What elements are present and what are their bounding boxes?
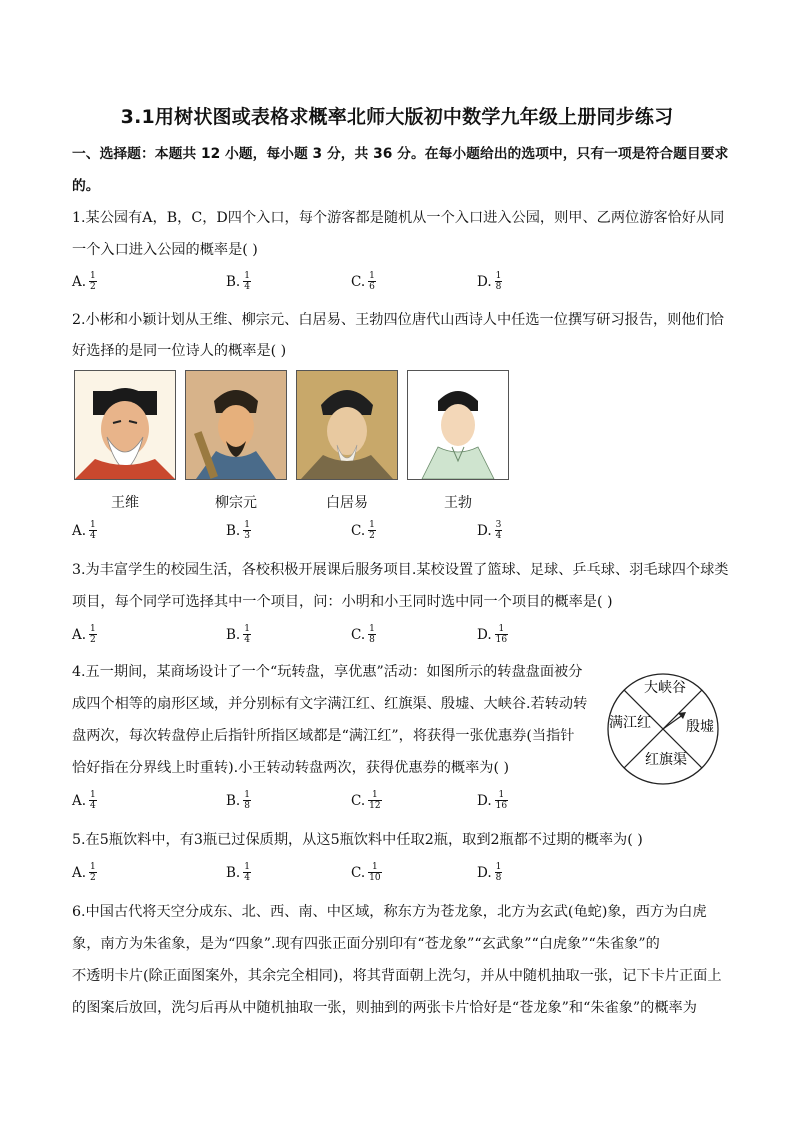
portrait-bai-juyi-image: [297, 371, 397, 479]
portrait-wang-bo: [407, 370, 509, 480]
portrait-wang-wei: [74, 370, 176, 480]
option-a[interactable]: A. $\frac{1}{2}$: [72, 862, 96, 883]
question-4-text-cont: 盘两次，每次转盘停止后指针所指区域都是“满江红”，将获得一张优惠券(当指针: [72, 728, 575, 744]
question-5-options: [72, 862, 632, 892]
portrait-wang-bo-image: [408, 371, 508, 479]
page-title: 3.1用树状图或表格求概率北师大版初中数学九年级上册同步练习: [120, 106, 674, 128]
question-5-text: 5.在5瓶饮料中，有3瓶已过保质期，从这5瓶饮料中任取2瓶，取到2瓶都不过期的概率为( ): [72, 832, 643, 848]
section-instruction: 一、选择题：本题共 12 小题，每小题 3 分，共 36 分。在每小题给出的选项中，只有一项是符合题目要求: [72, 146, 729, 162]
portrait-label-2: 柳宗元: [215, 495, 257, 511]
portrait-label-4: 王勃: [444, 495, 472, 511]
question-4-options: [72, 790, 632, 820]
section-instruction-cont: 的。: [72, 178, 100, 194]
portrait-label-1: 王维: [111, 495, 139, 511]
portrait-wang-wei-image: [75, 371, 175, 479]
question-3-text: 3.为丰富学生的校园生活，各校积极开展课后服务项目.某校设置了篮球、足球、乒乓球、羽毛球四个球类: [72, 562, 729, 578]
option-d[interactable]: D. $\frac{1}{16}$: [477, 624, 508, 645]
portrait-liu-zongyuan-image: [186, 371, 286, 479]
question-1-text: 1.某公园有A，B，C，D四个入口，每个游客都是随机从一个入口进入公园，则甲、乙两位游客恰好从同: [72, 210, 725, 226]
question-6-text-cont: 象，南方为朱雀象，是为“四象”.现有四张正面分别印有“苍龙象”“玄武象”“白虎象”“朱雀象”的: [72, 936, 660, 952]
spinner-label-top: 大峡谷: [644, 680, 686, 696]
question-6-text: 6.中国古代将天空分成东、北、西、南、中区域，称东方为苍龙象，北方为玄武(龟蛇)象，西方为白虎: [72, 904, 707, 920]
option-b[interactable]: B. $\frac{1}{4}$: [226, 862, 250, 883]
option-c[interactable]: C. $\frac{1}{10}$: [351, 862, 381, 883]
portrait-label-3: 白居易: [326, 495, 368, 511]
question-6-text-cont: 的图案后放回，洗匀后再从中随机抽取一张，则抽到的两张卡片恰好是“苍龙象”和“朱雀象”的概率为: [72, 1000, 697, 1016]
option-d[interactable]: D. $\frac{1}{8}$: [477, 862, 502, 883]
question-3-text-cont: 项目，每个同学可选择其中一个项目，问：小明和小王同时选中同一个项目的概率是( ): [72, 594, 613, 610]
poet-portraits: [74, 370, 514, 486]
question-4-text: 4.五一期间，某商场设计了一个“玩转盘，享优惠”活动：如图所示的转盘盘面被分: [72, 664, 583, 680]
option-d[interactable]: D. $\frac{1}{8}$: [477, 271, 502, 292]
option-b[interactable]: B. $\frac{1}{3}$: [226, 520, 250, 541]
question-1-options: [72, 271, 632, 301]
spinner-label-left: 满江红: [609, 715, 651, 731]
portrait-bai-juyi: [296, 370, 398, 480]
question-1-text-cont: 一个入口进入公园的概率是( ): [72, 242, 258, 258]
question-2-text: 2.小彬和小颖计划从王维、柳宗元、白居易、王勃四位唐代山西诗人中任选一位撰写研习报告，则他们恰: [72, 312, 724, 328]
spinner-diagram: [606, 672, 720, 786]
option-d[interactable]: D. $\frac{3}{4}$: [477, 520, 502, 541]
spinner-label-bottom: 红旗渠: [645, 752, 687, 768]
option-c[interactable]: C. $\frac{1}{6}$: [351, 271, 375, 292]
question-2-options: [72, 520, 632, 550]
option-a[interactable]: A. $\frac{1}{4}$: [72, 520, 96, 541]
option-b[interactable]: B. $\frac{1}{4}$: [226, 624, 250, 645]
option-c[interactable]: C. $\frac{1}{8}$: [351, 624, 375, 645]
option-a[interactable]: A. $\frac{1}{2}$: [72, 624, 96, 645]
portrait-liu-zongyuan: [185, 370, 287, 480]
question-4-text-cont: 恰好指在分界线上时重转).小王转动转盘两次，获得优惠券的概率为( ): [72, 760, 510, 776]
question-3-options: [72, 624, 632, 654]
question-6-text-cont: 不透明卡片(除正面图案外，其余完全相同)，将其背面朝上洗匀，并从中随机抽取一张，记下卡片正面上: [72, 968, 722, 984]
question-2-text-cont: 好选择的是同一位诗人的概率是( ): [72, 343, 287, 359]
spinner-label-right: 殷墟: [686, 719, 714, 735]
option-a[interactable]: A. $\frac{1}{4}$: [72, 790, 96, 811]
option-a[interactable]: A. $\frac{1}{2}$: [72, 271, 96, 292]
option-c[interactable]: C. $\frac{1}{12}$: [351, 790, 381, 811]
option-b[interactable]: B. $\frac{1}{4}$: [226, 271, 250, 292]
option-b[interactable]: B. $\frac{1}{8}$: [226, 790, 250, 811]
option-d[interactable]: D. $\frac{1}{16}$: [477, 790, 508, 811]
question-4-text-cont: 成四个相等的扇形区域，并分别标有文字满江红、红旗渠、殷墟、大峡谷.若转动转: [72, 696, 588, 712]
option-c[interactable]: C. $\frac{1}{2}$: [351, 520, 375, 541]
